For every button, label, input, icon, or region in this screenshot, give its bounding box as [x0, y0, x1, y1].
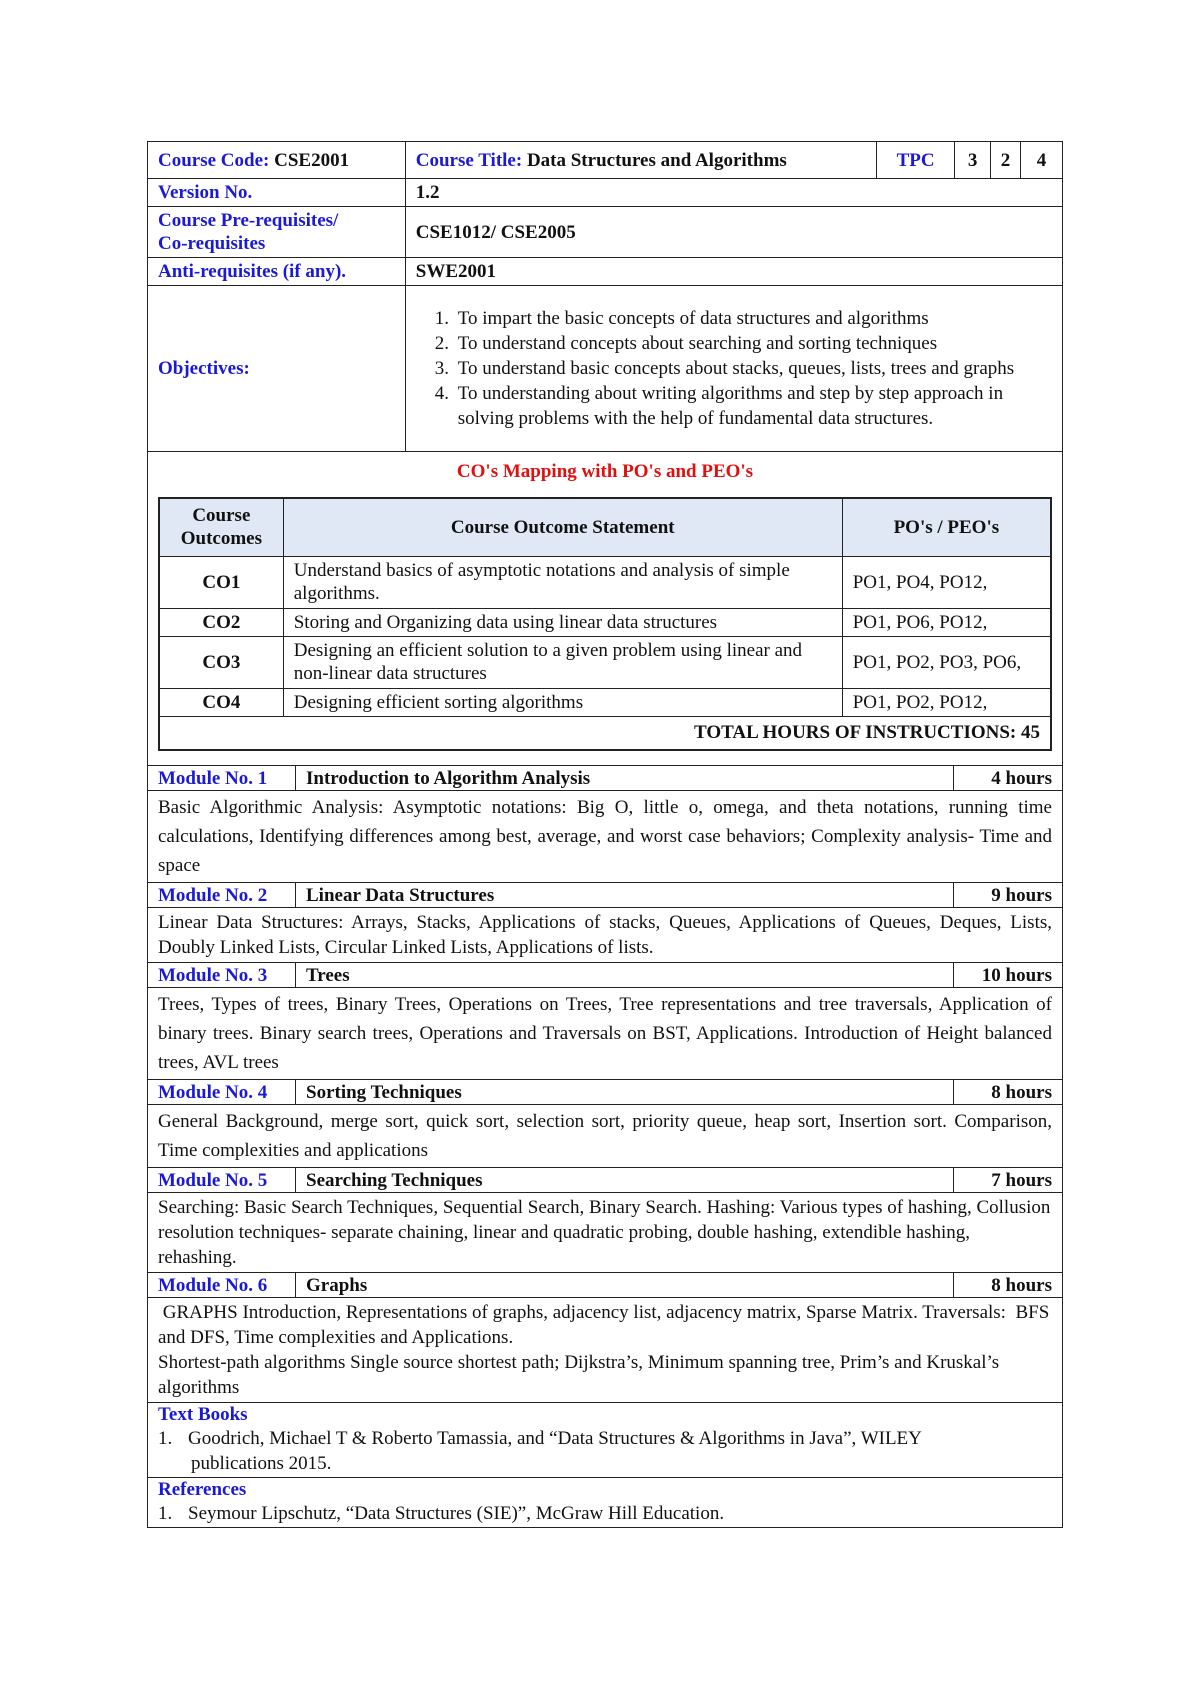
syllabus-table: [147, 141, 1063, 766]
module-header: [148, 766, 1063, 791]
co-statement: Understand basics of asymptotic notations and analysis of simple algorithms.: [283, 556, 842, 608]
course-code-label: Course Code:: [158, 149, 270, 171]
co-pos: PO1, PO2, PO3, PO6,: [842, 636, 1051, 688]
module-header: [148, 963, 1063, 988]
module-title: Searching Techniques: [296, 1168, 954, 1193]
module-description: Linear Data Structures: Arrays, Stacks, Applications of stacks, Queues, Applications of Queues, Deques, Lists, Doubly Linked Lists, Circular Linked Lists, Applications of lists.: [148, 908, 1063, 963]
module-description: Basic Algorithmic Analysis: Asymptotic notations: Big O, little o, omega, and theta notations, running time calculations, Identifying differences among best, average, and worst case behaviors; Complexity analysis- Time and space: [148, 791, 1063, 883]
module-number: Module No. 3: [148, 963, 296, 988]
text-books-list: [148, 1426, 1062, 1476]
module-header: [148, 1168, 1063, 1193]
module-number: Module No. 1: [148, 766, 296, 791]
reference-item: [158, 1501, 1062, 1526]
prereq-label-line1: Course Pre-requisites/: [158, 210, 339, 231]
prereq-label: [148, 207, 406, 258]
module-title: Sorting Techniques: [296, 1080, 954, 1105]
modules-table: [147, 765, 1063, 1528]
tpc-credits: 4: [1021, 142, 1063, 179]
module-hours: 8 hours: [954, 1273, 1063, 1298]
module-number: Module No. 4: [148, 1080, 296, 1105]
co-statement: Designing an efficient solution to a given problem using linear and non-linear data structures: [283, 636, 842, 688]
co-mapping-table: [158, 497, 1052, 751]
references-list: [148, 1501, 1062, 1526]
co-row: [159, 608, 1051, 636]
co-id: CO3: [159, 636, 283, 688]
module-header: [148, 1080, 1063, 1105]
objectives-cell: [405, 286, 1062, 452]
text-book-text: Goodrich, Michael T & Roberto Tamassia, and “Data Structures & Algorithms in Java”, WILEY: [188, 1428, 922, 1449]
text-book-number: 1.: [158, 1428, 173, 1449]
references-heading: References: [158, 1479, 247, 1500]
course-code: CSE2001: [274, 149, 350, 171]
objective-item: 4. To understanding about writing algorithms and step by step approach in solving problems with the help of fundamental data structures.: [454, 381, 1056, 431]
module-number: Module No. 6: [148, 1273, 296, 1298]
module-description: General Background, merge sort, quick sort, selection sort, priority queue, heap sort, Insertion sort. Comparison, Time complexities and applications: [148, 1105, 1063, 1168]
co-statement: Designing efficient sorting algorithms: [283, 688, 842, 716]
course-title-label: Course Title:: [415, 149, 523, 171]
objective-item: 1. To impart the basic concepts of data structures and algorithms: [454, 306, 1056, 331]
total-hours: TOTAL HOURS OF INSTRUCTIONS: 45: [159, 716, 1051, 750]
module-description: Searching: Basic Search Techniques, Sequential Search, Binary Search. Hashing: Various types of hashing, Collusion resolution techniques- separate chaining, linear and quadratic probing, double hashing, extendible hashing, rehashing.: [148, 1193, 1063, 1273]
module-hours: 9 hours: [954, 883, 1063, 908]
co-pos: PO1, PO4, PO12,: [842, 556, 1051, 608]
co-id: CO4: [159, 688, 283, 716]
course-title: Data Structures and Algorithms: [526, 149, 787, 171]
co-pos: PO1, PO2, PO12,: [842, 688, 1051, 716]
text-book-item: [158, 1426, 1062, 1476]
objective-item: 2. To understand concepts about searching and sorting techniques: [454, 331, 1056, 356]
module-hours: 10 hours: [954, 963, 1063, 988]
mapping-title: CO's Mapping with PO's and PEO's: [456, 461, 754, 482]
objectives-list: [406, 306, 1056, 431]
version-label: Version No.: [148, 179, 406, 207]
reference-text: Seymour Lipschutz, “Data Structures (SIE)”, McGraw Hill Education.: [188, 1503, 725, 1524]
co-statement: Storing and Organizing data using linear data structures: [283, 608, 842, 636]
module-hours: 7 hours: [954, 1168, 1063, 1193]
co-header-outcomes: Course Outcomes: [159, 498, 283, 556]
tpc-label: TPC: [877, 142, 955, 179]
module-hours: 8 hours: [954, 1080, 1063, 1105]
text-book-continuation: publications 2015.: [191, 1453, 332, 1474]
co-row: [159, 688, 1051, 716]
module-header: [148, 1273, 1063, 1298]
module-header: [148, 883, 1063, 908]
mapping-section: [148, 452, 1063, 766]
objectives-label: Objectives:: [148, 286, 406, 452]
anti-label: Anti-requisites (if any).: [148, 258, 406, 286]
tpc-practical: 2: [991, 142, 1021, 179]
co-row: [159, 636, 1051, 688]
prereq-value: CSE1012/ CSE2005: [405, 207, 1062, 258]
co-header-statement: Course Outcome Statement: [283, 498, 842, 556]
module-description: Trees, Types of trees, Binary Trees, Operations on Trees, Tree representations and tree traversals, Application of binary trees. Binary search trees, Operations and Traversals on BST, Applications. Introduction of Height balanced trees, AVL trees: [148, 988, 1063, 1080]
module-title: Linear Data Structures: [296, 883, 954, 908]
co-row: [159, 556, 1051, 608]
version-value: 1.2: [405, 179, 1062, 207]
references-section: [148, 1478, 1063, 1528]
module-description-part: Shortest-path algorithms Single source shortest path; Dijkstra’s, Minimum spanning tree, Prim’s and Kruskal’s algorithms: [158, 1352, 1000, 1398]
text-books-heading: Text Books: [158, 1404, 248, 1425]
co-header-pos: PO's / PEO's: [842, 498, 1051, 556]
co-id: CO1: [159, 556, 283, 608]
module-description: [148, 1298, 1063, 1403]
course-code-cell: [148, 142, 406, 179]
objective-item: 3. To understand basic concepts about stacks, queues, lists, trees and graphs: [454, 356, 1056, 381]
reference-number: 1.: [158, 1503, 173, 1524]
text-books-section: [148, 1403, 1063, 1478]
module-title: Graphs: [296, 1273, 954, 1298]
module-title: Trees: [296, 963, 954, 988]
module-description-part: GRAPHS Introduction, Representations of graphs, adjacency list, adjacency matrix, Sparse Matrix. Traversals: BFS and DFS, Time complexities and Applications.: [158, 1302, 1055, 1348]
anti-value: SWE2001: [405, 258, 1062, 286]
module-title: Introduction to Algorithm Analysis: [296, 766, 954, 791]
prereq-label-line2: Co-requisites: [158, 233, 266, 254]
co-pos: PO1, PO6, PO12,: [842, 608, 1051, 636]
syllabus-page: [147, 141, 1063, 1528]
module-number: Module No. 5: [148, 1168, 296, 1193]
co-id: CO2: [159, 608, 283, 636]
module-number: Module No. 2: [148, 883, 296, 908]
tpc-theory: 3: [955, 142, 991, 179]
module-hours: 4 hours: [954, 766, 1063, 791]
course-title-cell: [405, 142, 876, 179]
